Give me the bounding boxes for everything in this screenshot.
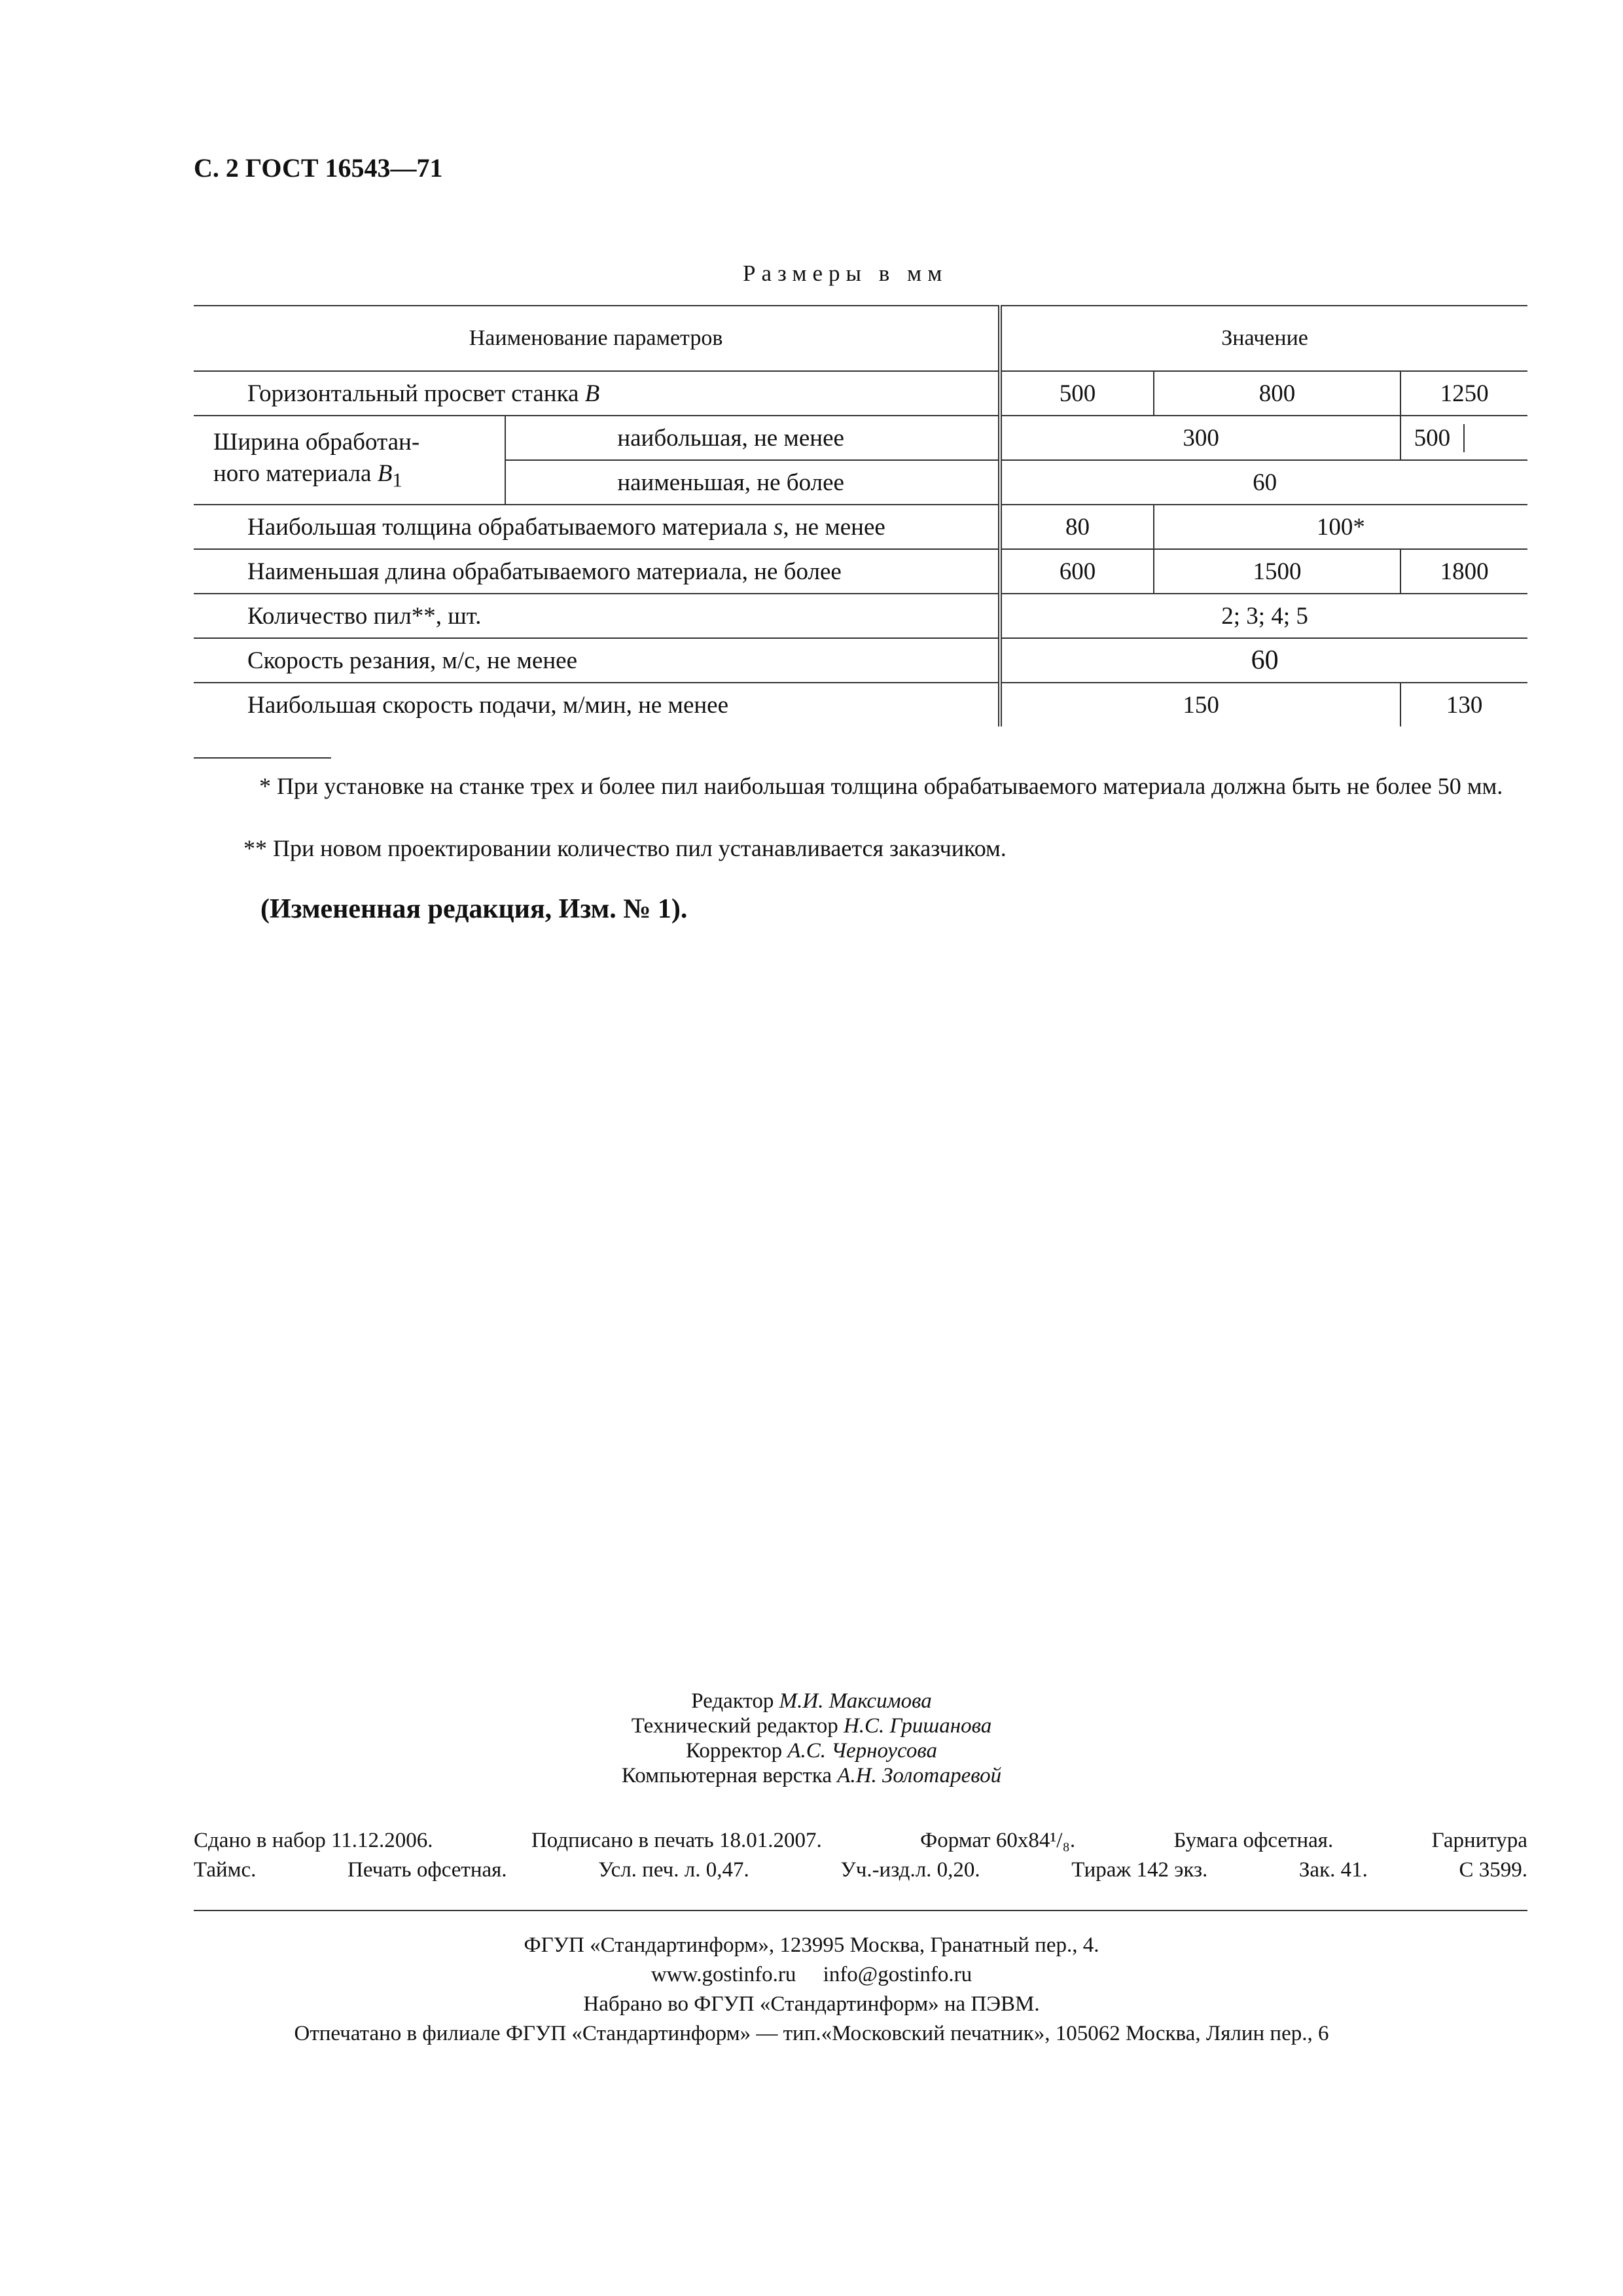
table-cell: 300 [1000,416,1400,460]
table-cell: 600 [1000,549,1154,594]
imprint-item: Таймс. [194,1858,257,1882]
table-cell: 150 [1000,683,1400,726]
imprint-item: Формат 60x84¹/₈. [920,1829,1076,1852]
table-header-row [194,306,1527,371]
table-cell: 800 [1154,371,1400,416]
imprint-divider [194,1910,1527,1911]
row-sublabel-min: наименьшая, не более [505,460,1000,505]
footnote-divider [194,757,331,759]
row-label-length: Наименьшая длина обрабатываемого материала, не более [194,549,1000,594]
table-cell: 1500 [1154,549,1400,594]
imprint-item: Сдано в набор 11.12.2006. [194,1829,433,1852]
imprint-item: Гарнитура [1431,1829,1527,1852]
credit-proofreader: Корректор А.С. Черноусова [686,1739,937,1763]
imprint-item: Уч.-изд.л. 0,20. [840,1858,980,1882]
row-label-thickness: Наибольшая толщина обрабатываемого материала s, не менее [194,505,1000,549]
footnote-1: * При установке на станке трех и более пил наибольшая толщина обрабатываемого материала должна быть не более 50 мм. [259,773,1503,799]
table-cell: 1800 [1440,558,1489,585]
publisher-web: www.gostinfo.ru info@gostinfo.ru [651,1963,972,1986]
publisher-line: ФГУП «Стандартинформ», 123995 Москва, Гранатный пер., 4. [524,1933,1099,1957]
imprint-item: Тираж 142 экз. [1071,1858,1208,1882]
imprint [194,1826,1527,1885]
imprint-item: С 3599. [1459,1858,1527,1882]
column-header-name: Наименование параметров [194,306,1000,371]
table-cell: 130 [1446,691,1483,719]
table-row [194,594,1527,638]
table-cell [1400,416,1527,460]
row-label-saws: Количество пил**, шт. [194,594,1000,638]
table-row [194,371,1527,416]
dimensions-note: Размеры в мм [743,260,948,286]
table-cell: 500 [1000,371,1154,416]
publisher-printed: Отпечатано в филиале ФГУП «Стандартинформ» — тип.«Московский печатник», 105062 Москва, Лялин пер., 6 [294,2022,1329,2045]
credit-layout: Компьютерная верстка А.Н. Золотаревой [621,1764,1002,1787]
credit-editor: Редактор М.И. Максимова [691,1689,932,1713]
row-label-feed: Наибольшая скорость подачи, м/мин, не менее [194,683,1000,726]
imprint-item: Печать офсетная. [348,1858,507,1882]
publisher-typeset: Набрано во ФГУП «Стандартинформ» на ПЭВМ. [583,1992,1040,2016]
row-label-speed: Скорость резания, м/с, не менее [194,638,1000,683]
table-cell: 2; 3; 4; 5 [1221,602,1308,630]
row-sublabel-max: наибольшая, не менее [505,416,1000,460]
imprint-item: Бумага офсетная. [1173,1829,1334,1852]
page-header: С. 2 ГОСТ 16543—71 [194,153,443,183]
table-cell: 1250 [1440,380,1489,407]
table-cell: 100* [1316,513,1365,541]
table-row [194,505,1527,549]
amendment-note: (Измененная редакция, Изм. № 1). [260,894,688,924]
row-label-horizontal-clearance: Горизонтальный просвет станка B [194,371,1000,416]
column-header-value: Значение [1221,326,1308,350]
credit-tech-editor: Технический редактор Н.С. Гришанова [631,1714,992,1738]
table-cell: 60 [1251,645,1279,675]
table-row [194,638,1527,683]
table-cell: 80 [1000,505,1154,549]
table-row [194,683,1527,726]
imprint-item: Усл. печ. л. 0,47. [598,1858,749,1882]
imprint-row-2 [194,1856,1527,1885]
imprint-row-1 [194,1826,1527,1856]
footnote-2: ** При новом проектировании количество пил устанавливается заказчиком. [243,835,1007,861]
parameters-table [194,305,1527,726]
table-row [194,416,1527,460]
imprint-item: Подписано в печать 18.01.2007. [531,1829,822,1852]
imprint-item: Зак. 41. [1298,1858,1368,1882]
table-cell: 500 [1401,424,1464,452]
table-row [194,549,1527,594]
row-label-width: Ширина обработан- ного материала $B_1$ [194,416,505,505]
table-cell: 60 [1253,469,1277,496]
